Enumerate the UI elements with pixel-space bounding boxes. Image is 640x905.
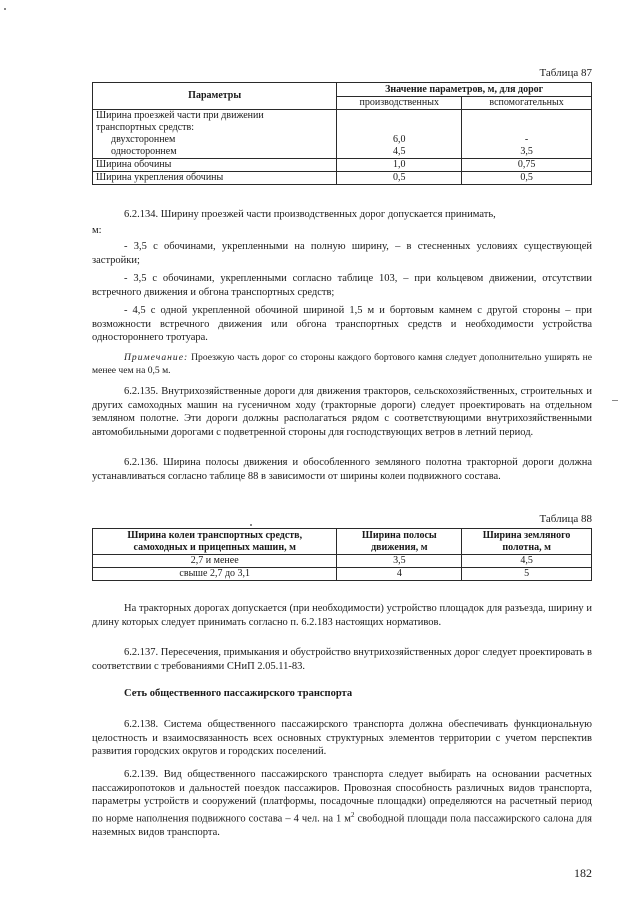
paragraph-6-2-134 [92, 208, 592, 222]
table-87-cell: 0,5 [337, 172, 462, 185]
table-87-cell: 4,5 [337, 146, 462, 159]
superscript: 2 [350, 810, 355, 819]
table-88-header-track: Ширина колеи транспортных средств, самоходных и прицепных машин, м [93, 529, 337, 555]
paragraph-6-2-139-text: 6.2.139. Вид общественного пассажирского транспорта следует выбирать на основании расчетных пассажиропотоков и дальностей поездок пассажиров. Провозная способность различных видов транспорта, параметры устройств и сооружений (платформы, посадочные площадки) определяются на расчетный период по норме наполнения подвижного состава – 4 чел. на 1 м [92, 769, 592, 825]
paragraph-6-2-134-item-1: - 3,5 с обочинами, укрепленными на полную ширину, – в стесненных условиях существующей застройки; [92, 241, 592, 266]
scan-speck [612, 400, 618, 401]
table-row [93, 555, 592, 568]
paragraph-6-2-134-line1: 6.2.134. Ширину проезжей части производственных дорог допускается принимать, [124, 209, 496, 220]
table-88-cell: 5 [462, 568, 592, 581]
paragraph-6-2-139-text-end: свободной площади пола пассажирского салона для наземных видов транспорта. [92, 813, 592, 838]
table-87-row-two-way: двухстороннем [93, 134, 337, 146]
paragraph-6-2-134-item-2: - 3,5 с обочинами, укрепленными согласно таблице 103, – при кольцевом движении, отсутствии встречного движения и обгона транспортных средств; [92, 273, 592, 298]
table-87-row-shoulder: Ширина обочины [93, 159, 337, 172]
paragraph-6-2-135: 6.2.135. Внутрихозяйственные дороги для движения тракторов, сельскохозяйственных, строительных и других самоходных машин на гусеничном ходу (тракторные дороги) следует проектировать на отдельном земляном полотне. Эти дороги должны располагаться рядом с соответствующими внутрихозяйственными автомобильными дорогами с подветренной стороны для господствующих ветров в летний период. [92, 386, 592, 438]
table-87-cell: 0,75 [462, 159, 592, 172]
paragraph-6-2-138: 6.2.138. Система общественного пассажирского транспорта должна обеспечивать функциональную целостность и взаимосвязанность всех основных структурных элементов территории с учетом перспектив развития городских округов и городских поселений. [92, 719, 592, 758]
table-87-header-aux: вспомогательных [462, 97, 592, 110]
table-87-caption: Таблица 87 [539, 67, 592, 79]
paragraph-6-2-136: 6.2.136. Ширина полосы движения и обособленного земляного полотна тракторной дороги должна устанавливаться согласно таблице 88 в зависимости от ширины колеи подвижного состава. [92, 457, 592, 482]
table-87-cell: - [462, 134, 592, 146]
table-87-cell: 6,0 [337, 134, 462, 146]
table-87-row-label: транспортных средств: [93, 122, 337, 134]
table-87-header-values: Значение параметров, м, для дорог [337, 83, 592, 97]
note-text: Проезжую часть дорог со стороны каждого бортового камня следует дополнительно уширять не менее чем на 0,5 м. [92, 352, 592, 376]
note [92, 352, 592, 378]
table-87 [92, 82, 592, 185]
paragraph-6-2-134-unit: м: [92, 225, 102, 236]
table-87-cell: 0,5 [462, 172, 592, 185]
table-87-row-label: Ширина проезжей части при движении [93, 110, 337, 123]
table-87-header-prod: производственных [337, 97, 462, 110]
table-87-row-shoulder-reinforcement: Ширина укрепления обочины [93, 172, 337, 185]
paragraph-6-2-134-item-3: - 4,5 с одной укрепленной обочиной шириной 1,5 м и бортовым камнем с другой стороны – при возможности встречного движения или обгона транспортных средств и необходимости устройства одностороннего тротуара. [92, 305, 592, 344]
note-lead: Примечание: [124, 352, 189, 363]
paragraph-after-table-88: На тракторных дорогах допускается (при необходимости) устройство площадок для разъезда, ширину и длину которых следует принимать согласно п. 6.2.183 настоящих нормативов. [92, 603, 592, 628]
table-87-cell: 1,0 [337, 159, 462, 172]
table-row [93, 568, 592, 581]
table-88-cell: 2,7 и менее [93, 555, 337, 568]
table-87-cell: 3,5 [462, 146, 592, 159]
scan-speck [250, 524, 252, 526]
table-88-cell: 3,5 [337, 555, 462, 568]
table-88-cell: 4,5 [462, 555, 592, 568]
section-heading: Сеть общественного пассажирского транспорта [124, 688, 353, 699]
table-88-header-bed: Ширина земляного полотна, м [462, 529, 592, 555]
paragraph-6-2-139 [92, 768, 592, 839]
scan-speck [4, 8, 6, 10]
table-87-header-params: Параметры [93, 83, 337, 110]
table-88-header-lane: Ширина полосы движения, м [337, 529, 462, 555]
page-number: 182 [574, 866, 592, 880]
table-88 [92, 528, 592, 581]
table-88-cell: свыше 2,7 до 3,1 [93, 568, 337, 581]
table-87-row-one-way: одностороннем [93, 146, 337, 159]
paragraph-6-2-137: 6.2.137. Пересечения, примыкания и обустройство внутрихозяйственных дорог следует проектировать в соответствии с требованиями СНиП 2.05.11-83. [92, 647, 592, 672]
table-88-cell: 4 [337, 568, 462, 581]
table-88-caption: Таблица 88 [539, 513, 592, 525]
